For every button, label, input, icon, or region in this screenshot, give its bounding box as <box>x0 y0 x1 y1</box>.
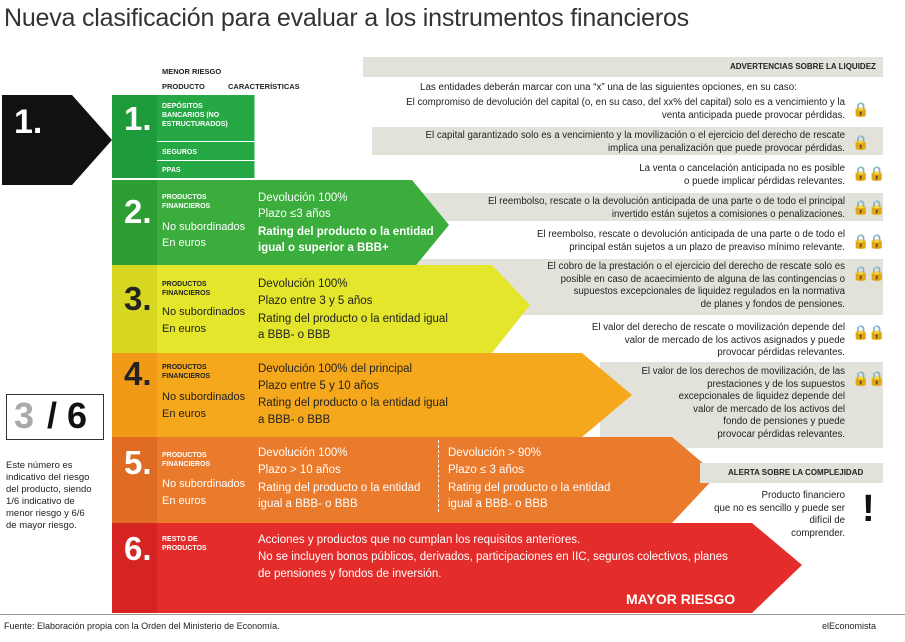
level-2-char: Rating del producto o la entidad <box>258 226 434 238</box>
warning-3: La venta o cancelación anticipada no es posible o puede implicar pérdidas relevantes. <box>639 163 845 187</box>
level-6-product: RESTO DE PRODUCTOS <box>162 536 207 552</box>
level-5-line: No subordinados <box>162 478 246 490</box>
level-4-number: 4. <box>124 355 152 392</box>
level-1-number: 1. <box>124 100 152 137</box>
header-menor-riesgo: MENOR RIESGO <box>162 67 222 76</box>
warning-1: El compromiso de devolución del capital (o, en su caso, del xx% del capital) solo es a vencimiento y la venta anticipada puede provocar pérdidas. <box>406 97 845 121</box>
liquidez-title: ADVERTENCIAS SOBRE LA LIQUIDEZ <box>730 62 876 71</box>
level-4-char: Plazo entre 5 y 10 años <box>258 380 379 392</box>
level-4-char: Devolución 100% del principal <box>258 363 413 375</box>
lock-icon: 🔒 <box>852 101 869 117</box>
mayor-riesgo-label: MAYOR RIESGO <box>626 591 736 607</box>
level-1-product-a: DEPÓSITOS BANCARIOS (NO ESTRUCTURADOS) <box>162 103 228 128</box>
level-5-char: Rating del producto o la entidad <box>258 482 421 494</box>
level-6-char: Acciones y productos que no cumplan los requisitos anteriores. <box>258 534 581 546</box>
complejidad-title: ALERTA SOBRE LA COMPLEJIDAD <box>728 468 864 477</box>
level-6-char: de pensiones y fondos de inversión. <box>258 568 442 580</box>
warning-2: El capital garantizado solo es a vencimiento y la movilización o el ejercicio del derecho de rescate implica una penalización que puede provocar pérdidas. <box>425 130 845 154</box>
risk-note <box>6 460 108 532</box>
warning-5: El reembolso, rescate o devolución anticipada de una parte o de todo el principal están sujetos a un plazo de preaviso mínimo relevante. <box>536 229 845 253</box>
risk-digit: 3 <box>14 395 35 436</box>
complejidad-text: Producto financiero que no es sencillo y puede ser difícil de comprender. <box>714 490 845 539</box>
page-title: Nueva clasificación para evaluar a los instrumentos financieros <box>4 4 689 32</box>
footer-brand: elEconomista <box>822 621 877 631</box>
level-5-number: 5. <box>124 444 152 481</box>
warning-4: El reembolso, rescate o la devolución anticipada de una parte o de todo el principal invertido están sujetos a comisiones o penalizaciones. <box>487 196 845 220</box>
level-5-char-b: Plazo ≤ 3 años <box>448 464 524 476</box>
level-1-product-c: PPAS <box>162 167 181 174</box>
header-producto: PRODUCTO <box>162 82 205 91</box>
risk-box <box>6 394 104 440</box>
arrow-number: 1. <box>14 103 43 141</box>
level-2-char: Plazo ≤3 años <box>258 208 331 220</box>
lock-icon: 🔒🔒 <box>852 265 885 281</box>
lock-icon: 🔒🔒 <box>852 165 885 181</box>
level-5-char: igual a BBB- o BBB <box>258 498 358 510</box>
level-5-product: PRODUCTOS FINANCIEROS <box>162 452 211 468</box>
level-4-line: En euros <box>162 408 207 420</box>
level-6-char: No se incluyen bonos públicos, derivados, participaciones en IIC, seguros colectivos, planes <box>258 551 728 563</box>
level-4-line: No subordinados <box>162 391 246 403</box>
lock-icon: 🔒🔒 <box>852 324 885 340</box>
level-3-line: En euros <box>162 323 207 335</box>
risk-total: / 6 <box>47 395 88 436</box>
lock-icon: 🔒 <box>852 134 869 150</box>
note-line: de mayor riesgo. <box>6 520 77 531</box>
level-1-product-b: SEGUROS <box>162 149 198 156</box>
lock-icon: 🔒🔒 <box>852 199 885 215</box>
note-line: menor riesgo y 6/6 <box>6 508 85 519</box>
warning-8: El valor de los derechos de movilización, de las prestaciones y de los supuestos excepcionales de liquidez depende del valor de mercado de los activos del fondo de pensiones y puede provocar pérdidas relevantes. <box>641 366 845 440</box>
level-2-product: PRODUCTOS FINANCIEROS <box>162 194 211 210</box>
note-line: indicativo del riesgo <box>6 472 90 483</box>
level-3-char: Devolución 100% <box>258 278 348 290</box>
level-3-product: PRODUCTOS FINANCIEROS <box>162 281 211 297</box>
level-5-char: Plazo > 10 años <box>258 464 341 476</box>
level-5-line: En euros <box>162 495 207 507</box>
level-6-number: 6. <box>124 530 152 567</box>
exclamation-icon: ! <box>862 488 875 530</box>
level-2-line: No subordinados <box>162 221 246 233</box>
level-3-line: No subordinados <box>162 306 246 318</box>
level-3-number: 3. <box>124 280 152 317</box>
level-5-char: Devolución 100% <box>258 447 348 459</box>
liquidez-intro: Las entidades deberán marcar con una “x” una de las siguientes opciones, en su caso: <box>420 82 797 93</box>
level-5-char-b: igual a BBB- o BBB <box>448 498 548 510</box>
level-4-char: Rating del producto o la entidad igual <box>258 397 448 409</box>
footer-source: Fuente: Elaboración propia con la Orden del Ministerio de Economía. <box>4 621 280 631</box>
level-4-char: a BBB- o BBB <box>258 414 331 426</box>
level-4-product: PRODUCTOS FINANCIEROS <box>162 364 211 380</box>
level-2-number: 2. <box>124 193 152 230</box>
lock-icon: 🔒🔒 <box>852 370 885 386</box>
level-5-char-b: Devolución > 90% <box>448 447 542 459</box>
warning-7: El valor del derecho de rescate o movilización depende del valor de mercado de los activos asignados y puede provocar pérdidas relevantes. <box>591 322 845 358</box>
lock-icon: 🔒🔒 <box>852 233 885 249</box>
level-2-char: Devolución 100% <box>258 192 348 204</box>
level-2-line: En euros <box>162 237 207 249</box>
level-3-char: Plazo entre 3 y 5 años <box>258 295 373 307</box>
level-2-char: igual o superior a BBB+ <box>258 242 389 254</box>
level-3-char: a BBB- o BBB <box>258 329 331 341</box>
note-line: 1/6 indicativo de <box>6 496 75 507</box>
header-caracteristicas: CARACTERÍSTICAS <box>228 82 300 91</box>
warning-6: El cobro de la prestación o el ejercicio del derecho de rescate solo es posible en caso de acaecimiento de alguna de las contingencias o supuestos excepcionales de liquidez regulados en la normativa de planes y fondos de pensiones. <box>547 261 845 310</box>
note-line: del producto, siendo <box>6 484 92 495</box>
level-3-char: Rating del producto o la entidad igual <box>258 313 448 325</box>
note-line: Este número es <box>6 460 73 471</box>
level-5-char-b: Rating del producto o la entidad <box>448 482 611 494</box>
